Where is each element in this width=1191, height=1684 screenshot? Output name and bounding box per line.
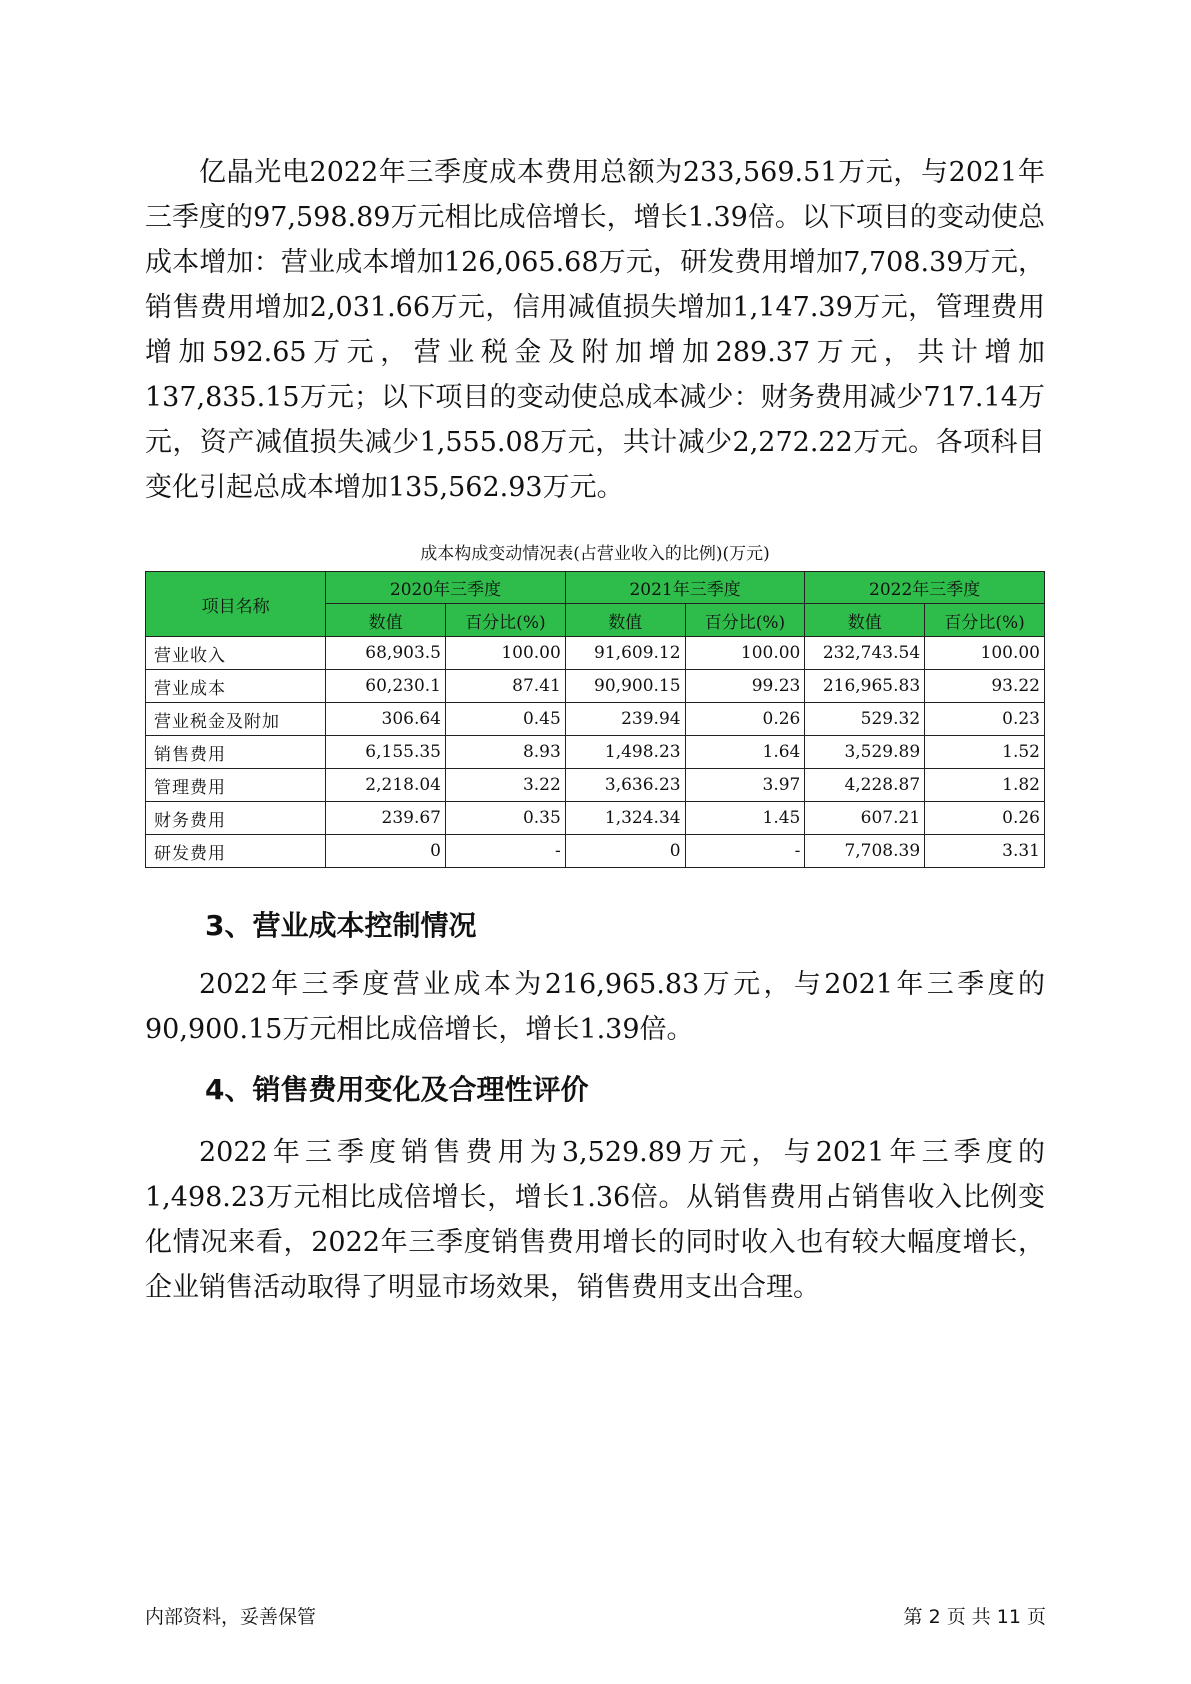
table-row [146,736,1045,769]
row-label: 营业收入 [146,637,326,670]
footer-confidential-note: 内部资料，妥善保管 [145,1606,317,1628]
cell-percent: 99.23 [685,670,805,703]
table-row [146,670,1045,703]
table-row [146,802,1045,835]
cell-value: 216,965.83 [805,670,925,703]
cell-value: 3,529.89 [805,736,925,769]
cell-value: 0 [565,835,685,868]
cell-value: 239.94 [565,703,685,736]
cell-value: 7,708.39 [805,835,925,868]
header-period: 2021年三季度 [565,572,805,604]
header-period: 2022年三季度 [805,572,1045,604]
cell-percent: 8.93 [446,736,566,769]
subheader-percent: 百分比(%) [925,604,1045,637]
cell-percent: - [446,835,566,868]
cell-percent: 100.00 [446,637,566,670]
table-row [146,703,1045,736]
cell-percent: 3.97 [685,769,805,802]
cell-percent: 0.26 [685,703,805,736]
cost-structure-table [145,571,1045,868]
table-row [146,769,1045,802]
cell-value: 68,903.5 [326,637,446,670]
subheader-percent: 百分比(%) [446,604,566,637]
section-heading-sales-expense: 4、销售费用变化及合理性评价 [205,1073,589,1106]
cell-value: 4,228.87 [805,769,925,802]
header-period: 2020年三季度 [326,572,566,604]
cell-percent: 1.82 [925,769,1045,802]
cell-percent: 0.45 [446,703,566,736]
cell-percent: 1.64 [685,736,805,769]
cell-percent: 100.00 [685,637,805,670]
section-heading-operating-cost: 3、营业成本控制情况 [205,909,477,942]
cell-value: 529.32 [805,703,925,736]
footer-page-number: 第 2 页 共 11 页 [903,1606,1046,1628]
cell-value: 607.21 [805,802,925,835]
row-label: 营业税金及附加 [146,703,326,736]
cell-value: 306.64 [326,703,446,736]
cell-value: 1,324.34 [565,802,685,835]
subheader-percent: 百分比(%) [685,604,805,637]
cell-value: 232,743.54 [805,637,925,670]
cell-value: 3,636.23 [565,769,685,802]
cell-percent: 0.23 [925,703,1045,736]
cell-percent: 1.52 [925,736,1045,769]
cell-value: 6,155.35 [326,736,446,769]
cell-value: 1,498.23 [565,736,685,769]
cell-value: 90,900.15 [565,670,685,703]
cell-value: 91,609.12 [565,637,685,670]
row-label: 销售费用 [146,736,326,769]
subheader-value: 数值 [326,604,446,637]
table-header-row [146,572,1045,604]
cell-percent: 1.45 [685,802,805,835]
cell-percent: 3.31 [925,835,1045,868]
row-label: 研发费用 [146,835,326,868]
cell-value: 239.67 [326,802,446,835]
table-row [146,835,1045,868]
cell-value: 0 [326,835,446,868]
cell-percent: 93.22 [925,670,1045,703]
cell-percent: - [685,835,805,868]
row-label: 营业成本 [146,670,326,703]
subheader-value: 数值 [805,604,925,637]
cell-percent: 0.26 [925,802,1045,835]
row-label: 管理费用 [146,769,326,802]
cell-percent: 87.41 [446,670,566,703]
cell-value: 60,230.1 [326,670,446,703]
cell-percent: 3.22 [446,769,566,802]
cell-percent: 0.35 [446,802,566,835]
cell-percent: 100.00 [925,637,1045,670]
row-label: 财务费用 [146,802,326,835]
paragraph-sales-expense: 2022年三季度销售费用为3,529.89万元，与2021年三季度的1,498.23万元相比成倍增长，增长1.36倍。从销售费用占销售收入比例变化情况来看，2022年三季度销售费用增长的同时收入也有较大幅度增长，企业销售活动取得了明显市场效果，销售费用支出合理。 [145,1137,1045,1303]
cell-value: 2,218.04 [326,769,446,802]
paragraph-operating-cost: 2022年三季度营业成本为216,965.83万元，与2021年三季度的90,900.15万元相比成倍增长，增长1.39倍。 [145,969,1045,1045]
paragraph-cost-summary: 亿晶光电2022年三季度成本费用总额为233,569.51万元，与2021年三季度的97,598.89万元相比成倍增长，增长1.39倍。以下项目的变动使总成本增加：营业成本增加126,065.68万元，研发费用增加7,708.39万元，销售费用增加2,031.66万元，信用减值损失增加1,147.39万元，管理费用增加592.65万元，营业税金及附加增加289.37万元，共计增加137,835.15万元；以下项目的变动使总成本减少：财务费用减少717.14万元，资产减值损失减少1,555.08万元，共计减少2,272.22万元。各项科目变化引起总成本增加135,562.93万元。 [145,157,1045,503]
table-row [146,637,1045,670]
table-caption: 成本构成变动情况表(占营业收入的比例)(万元) [420,544,770,564]
header-item-name: 项目名称 [146,572,326,637]
subheader-value: 数值 [565,604,685,637]
